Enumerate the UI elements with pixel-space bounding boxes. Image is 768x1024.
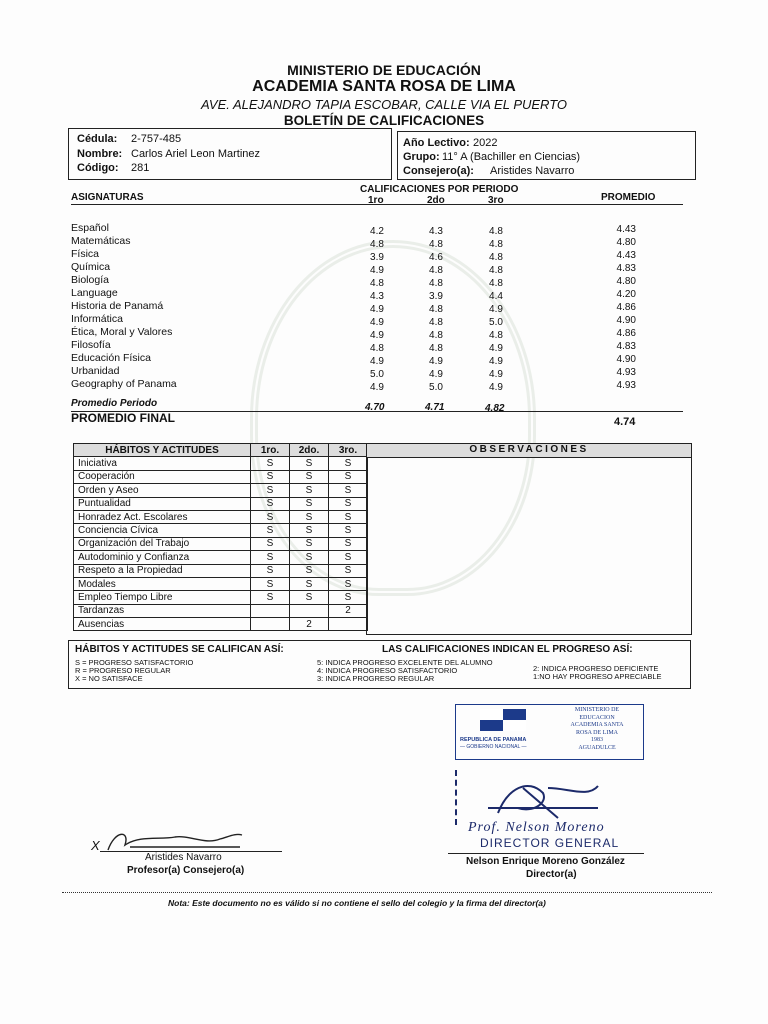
director-name: Nelson Enrique Moreno González xyxy=(466,856,625,867)
nombre-label: Nombre: xyxy=(77,148,123,160)
subject-average: 4.83 xyxy=(616,341,636,352)
grade-g1: 4.9 xyxy=(370,304,384,315)
grade-g1: 4.8 xyxy=(370,278,384,289)
habit-row xyxy=(74,524,368,537)
footer-divider xyxy=(62,892,712,893)
grade-g2: 4.8 xyxy=(429,278,443,289)
habit-mark: S xyxy=(290,510,329,523)
document-title: BOLETÍN DE CALIFICACIONES xyxy=(283,113,485,128)
habit-mark: S xyxy=(251,591,290,604)
stamp-line-6: AGUADULCE xyxy=(578,744,616,751)
grade-g2: 4.9 xyxy=(429,369,443,380)
grade-g3: 4.8 xyxy=(489,278,503,289)
subject-name: Química xyxy=(71,261,111,273)
director-signature-line xyxy=(448,853,644,854)
grade-g1: 4.8 xyxy=(370,239,384,250)
habit-name: Respeto a la Propiedad xyxy=(74,564,251,577)
subject-average: 4.43 xyxy=(616,250,636,261)
legend-1: 1:NO HAY PROGRESO APRECIABLE xyxy=(533,672,662,681)
school-stamp xyxy=(455,704,644,760)
habit-mark: S xyxy=(329,551,368,564)
grade-g1: 4.2 xyxy=(370,226,384,237)
habit-name: Orden y Aseo xyxy=(74,484,251,497)
subject-average: 4.43 xyxy=(616,224,636,235)
subject-average: 4.80 xyxy=(616,237,636,248)
subject-name: Física xyxy=(71,248,100,260)
panama-flag-icon xyxy=(480,709,526,731)
consejero-value: Aristides Navarro xyxy=(490,165,575,177)
subject-average: 4.80 xyxy=(616,276,636,287)
counselor-name: Aristides Navarro xyxy=(145,852,222,863)
ministry-title: MINISTERIO DE EDUCACIÓN xyxy=(287,62,481,78)
grade-g2: 4.8 xyxy=(429,265,443,276)
grade-g2: 4.9 xyxy=(429,356,443,367)
school-address: AVE. ALEJANDRO TAPIA ESCOBAR, CALLE VIA EL PUERTO xyxy=(200,97,568,112)
habit-mark: S xyxy=(290,537,329,550)
stamp-line-3: ACADEMIA SANTA xyxy=(570,722,624,729)
habit-mark: S xyxy=(329,577,368,590)
habit-name: Honradez Act. Escolares xyxy=(74,510,251,523)
period-1-header: 1ro xyxy=(368,195,384,206)
habit-mark: S xyxy=(290,551,329,564)
subject-name: Geography of Panama xyxy=(71,378,177,390)
habit-mark: S xyxy=(251,524,290,537)
habit-row xyxy=(74,497,368,510)
habit-row xyxy=(74,457,368,470)
grade-g1: 5.0 xyxy=(370,369,384,380)
subject-average: 4.90 xyxy=(616,354,636,365)
stamp-text xyxy=(554,707,640,753)
habit-name: Iniciativa xyxy=(74,457,251,470)
final-average-label: PROMEDIO FINAL xyxy=(71,411,175,425)
habits-col-2: 2do. xyxy=(290,444,329,457)
habit-mark: S xyxy=(329,564,368,577)
header-divider xyxy=(71,204,683,205)
period-2-average: 4.71 xyxy=(425,402,445,413)
period-3-average: 4.82 xyxy=(485,403,505,414)
legend-s: S = PROGRESO SATISFACTORIO xyxy=(75,658,194,667)
habits-legend-title: HÁBITOS Y ACTITUDES SE CALIFICAN ASÍ: xyxy=(75,644,284,655)
habit-name: Puntualidad xyxy=(74,497,251,510)
grade-g3: 4.9 xyxy=(489,304,503,315)
legend-r: R = PROGRESO REGULAR xyxy=(75,666,171,675)
grade-g3: 4.8 xyxy=(489,239,503,250)
stamp-republic: REPUBLICA DE PANAMA xyxy=(460,737,527,743)
stamp-border-left xyxy=(455,770,459,825)
habit-name: Modales xyxy=(74,577,251,590)
stamp-line-4: ROSA DE LIMA xyxy=(575,729,618,736)
habit-mark: S xyxy=(290,457,329,470)
director-role: Director(a) xyxy=(526,869,577,880)
grade-g2: 4.6 xyxy=(429,252,443,263)
subject-average: 4.90 xyxy=(616,315,636,326)
school-name: ACADEMIA SANTA ROSA DE LIMA xyxy=(252,78,516,95)
habit-mark: S xyxy=(290,524,329,537)
student-info-box xyxy=(68,128,392,180)
subject-name: Matemáticas xyxy=(71,235,131,247)
habit-mark: S xyxy=(329,470,368,483)
counselor-role: Profesor(a) Consejero(a) xyxy=(127,865,245,876)
grupo-label: Grupo: xyxy=(403,151,440,163)
grade-g2: 4.8 xyxy=(429,304,443,315)
codigo-label: Código: xyxy=(77,162,119,174)
period-2-header: 2do xyxy=(427,195,445,206)
subject-average: 4.83 xyxy=(616,263,636,274)
subject-name: Informática xyxy=(71,313,123,325)
director-signature xyxy=(448,768,628,828)
subject-name: Ética, Moral y Valores xyxy=(71,326,173,338)
habit-mark: S xyxy=(251,577,290,590)
habit-mark: S xyxy=(290,497,329,510)
habits-header: HÁBITOS Y ACTITUDES xyxy=(74,444,251,457)
habit-row xyxy=(74,604,368,617)
grade-g3: 4.8 xyxy=(489,330,503,341)
habit-name: Tardanzas xyxy=(74,604,251,617)
anio-value: 2022 xyxy=(473,137,498,149)
habit-name: Ausencias xyxy=(74,618,251,631)
habit-row xyxy=(74,510,368,523)
habit-mark xyxy=(251,618,290,631)
cedula-value: 2-757-485 xyxy=(131,133,182,145)
grade-g3: 4.9 xyxy=(489,382,503,393)
period-3-header: 3ro xyxy=(488,195,504,206)
grade-g1: 4.9 xyxy=(370,330,384,341)
habit-mark: S xyxy=(251,497,290,510)
stamp-line-2: EDUCACION xyxy=(579,714,615,721)
habit-row xyxy=(74,537,368,550)
habit-mark: S xyxy=(329,497,368,510)
subject-name: Español xyxy=(71,222,109,234)
habit-mark: S xyxy=(290,484,329,497)
habit-mark: S xyxy=(329,524,368,537)
legend-2: 2: INDICA PROGRESO DEFICIENTE xyxy=(533,664,659,673)
habit-mark: S xyxy=(290,564,329,577)
habit-row xyxy=(74,551,368,564)
subject-name: Historia de Panamá xyxy=(71,300,164,312)
habit-row xyxy=(74,591,368,604)
habit-mark: 2 xyxy=(329,604,368,617)
period-average-label: Promedio Periodo xyxy=(71,398,158,409)
subjects-header: ASIGNATURAS xyxy=(71,192,144,203)
habit-row xyxy=(74,577,368,590)
grade-g3: 4.4 xyxy=(489,291,503,302)
habit-mark: S xyxy=(251,457,290,470)
habit-mark: S xyxy=(329,457,368,470)
subject-average: 4.93 xyxy=(616,367,636,378)
subject-average: 4.20 xyxy=(616,289,636,300)
habit-mark xyxy=(251,604,290,617)
habit-mark: S xyxy=(329,510,368,523)
subject-name: Filosofía xyxy=(71,339,111,351)
grade-g3: 4.8 xyxy=(489,265,503,276)
habits-col-3: 3ro. xyxy=(329,444,368,457)
grades-legend-title: LAS CALIFICACIONES INDICAN EL PROGRESO ASÍ: xyxy=(382,644,633,655)
subject-name: Language xyxy=(71,287,118,299)
habit-row xyxy=(74,470,368,483)
legend-4: 4: INDICA PROGRESO SATISFACTORIO xyxy=(317,666,458,675)
consejero-label: Consejero(a): xyxy=(403,165,474,177)
legend-5: 5: INDICA PROGRESO EXCELENTE DEL ALUMNO xyxy=(317,658,493,667)
observations-box xyxy=(366,443,692,635)
grade-g2: 4.8 xyxy=(429,343,443,354)
habit-mark: S xyxy=(290,470,329,483)
habit-mark: S xyxy=(290,577,329,590)
habit-mark: S xyxy=(251,510,290,523)
subject-name: Biología xyxy=(71,274,109,286)
grade-g3: 4.9 xyxy=(489,343,503,354)
codigo-value: 281 xyxy=(131,162,150,174)
periods-header: CALIFICACIONES POR PERIODO xyxy=(360,184,519,195)
grade-g2: 4.8 xyxy=(429,317,443,328)
grade-g3: 5.0 xyxy=(489,317,503,328)
period-1-average: 4.70 xyxy=(365,402,385,413)
grade-g1: 4.9 xyxy=(370,317,384,328)
subject-average: 4.86 xyxy=(616,328,636,339)
stamp-government: — GOBIERNO NACIONAL — xyxy=(460,744,527,750)
habit-mark: S xyxy=(251,470,290,483)
subject-average: 4.86 xyxy=(616,302,636,313)
grade-g1: 3.9 xyxy=(370,252,384,263)
habits-table xyxy=(73,443,368,631)
anio-label: Año Lectivo: xyxy=(403,137,470,149)
subject-average: 4.93 xyxy=(616,380,636,391)
habit-mark: 2 xyxy=(290,618,329,631)
grade-g1: 4.3 xyxy=(370,291,384,302)
subject-name: Educación Física xyxy=(71,352,151,364)
counselor-mark: X xyxy=(91,838,100,853)
grupo-value: 11° A (Bachiller en Ciencias) xyxy=(442,151,581,163)
grade-g1: 4.9 xyxy=(370,382,384,393)
validity-note: Nota: Este documento no es válido si no contiene el sello del colegio y la firma del director(a) xyxy=(168,898,546,908)
final-average-value: 4.74 xyxy=(614,416,636,428)
habit-mark: S xyxy=(251,551,290,564)
habit-mark: S xyxy=(290,591,329,604)
habit-row xyxy=(74,564,368,577)
legend-x: X = NO SATISFACE xyxy=(75,674,143,683)
habit-mark: S xyxy=(251,537,290,550)
habit-mark: S xyxy=(251,564,290,577)
grade-g3: 4.8 xyxy=(489,252,503,263)
cedula-label: Cédula: xyxy=(77,133,118,145)
grade-g3: 4.9 xyxy=(489,369,503,380)
habit-mark xyxy=(290,604,329,617)
habit-name: Empleo Tiempo Libre xyxy=(74,591,251,604)
legend-box xyxy=(68,640,691,689)
grade-g2: 4.8 xyxy=(429,330,443,341)
director-title: DIRECTOR GENERAL xyxy=(480,836,620,850)
habit-mark: S xyxy=(251,484,290,497)
habit-mark: S xyxy=(329,537,368,550)
habit-mark xyxy=(329,618,368,631)
legend-3: 3: INDICA PROGRESO REGULAR xyxy=(317,674,435,683)
grade-g2: 4.8 xyxy=(429,239,443,250)
habits-col-1: 1ro. xyxy=(251,444,290,457)
average-header: PROMEDIO xyxy=(601,192,656,203)
habit-row xyxy=(74,618,368,631)
grade-g3: 4.9 xyxy=(489,356,503,367)
subject-name: Urbanidad xyxy=(71,365,120,377)
habit-name: Conciencia Cívica xyxy=(74,524,251,537)
observations-header: OBSERVACIONES xyxy=(367,444,691,458)
grade-g2: 3.9 xyxy=(429,291,443,302)
grade-g2: 5.0 xyxy=(429,382,443,393)
grade-g2: 4.3 xyxy=(429,226,443,237)
habit-row xyxy=(74,484,368,497)
grade-g3: 4.8 xyxy=(489,226,503,237)
stamp-line-5: 1983 xyxy=(591,737,603,744)
school-year-box xyxy=(397,131,696,180)
stamp-line-1: MINISTERIO DE xyxy=(574,707,620,713)
director-script-name: Prof. Nelson Moreno xyxy=(468,820,605,835)
grade-g1: 4.9 xyxy=(370,265,384,276)
habit-name: Cooperación xyxy=(74,470,251,483)
grade-g1: 4.9 xyxy=(370,356,384,367)
habit-mark: S xyxy=(329,591,368,604)
nombre-value: Carlos Ariel Leon Martinez xyxy=(131,148,261,160)
habit-mark: S xyxy=(329,484,368,497)
habit-name: Autodominio y Confianza xyxy=(74,551,251,564)
habit-name: Organización del Trabajo xyxy=(74,537,251,550)
grade-g1: 4.8 xyxy=(370,343,384,354)
